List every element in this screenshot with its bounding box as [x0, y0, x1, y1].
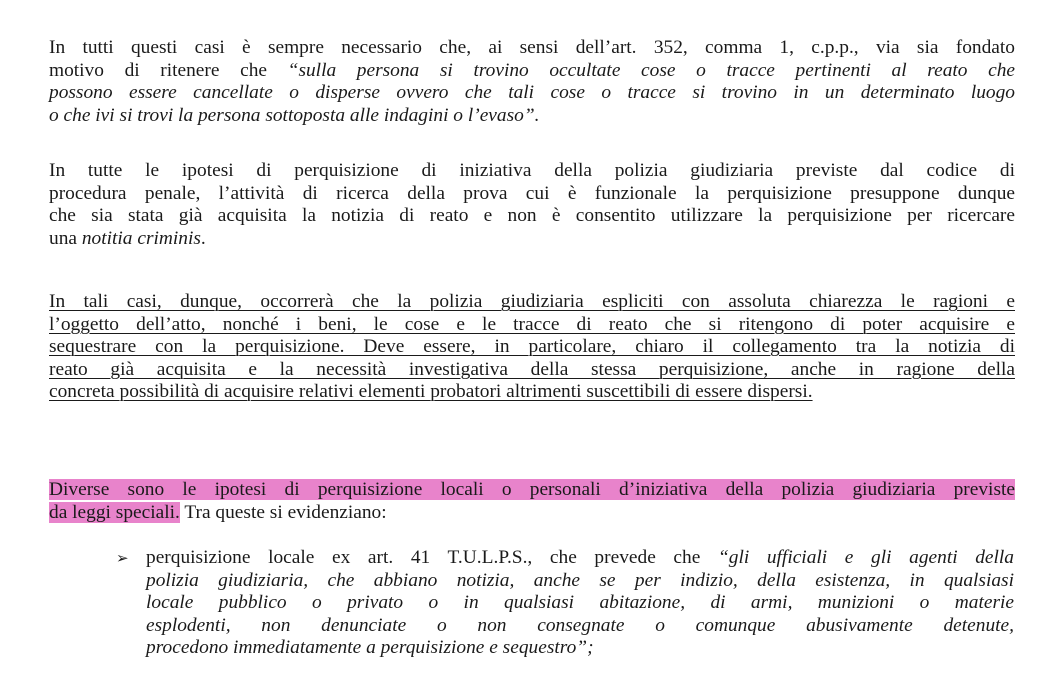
arrow-bullet-icon: ➢ [116, 549, 129, 567]
highlighted-text-2: da leggi speciali. [49, 501, 180, 523]
highlighted-text-1: Diverse sono le ipotesi di perquisizione locali o personali d’iniziativa della polizia giudiziaria previste [49, 479, 1015, 500]
underlined-paragraph-line-5 [49, 381, 1015, 404]
paragraph-1 [49, 37, 1015, 127]
paragraph-1-line-2-text: motivo di ritenere che [49, 59, 288, 81]
paragraph-1-line-4: o che ivi si trovi la persona sottoposta alle indagini o l’evaso”. [49, 104, 540, 126]
notitia-criminis-term: notitia criminis [81, 227, 201, 249]
underlined-text-1: In tali casi, dunque, occorrerà che la polizia giudiziaria espliciti con assoluta chiarezza le ragioni e [49, 291, 1015, 312]
paragraph-2-line-1: In tutte le ipotesi di perquisizione di iniziativa della polizia giudiziaria previste dal codice di [49, 160, 1015, 181]
underlined-paragraph-line-3 [49, 336, 1015, 359]
quote-art-41: “gli ufficiali e gli agenti della [717, 547, 1014, 568]
paragraph-4-line-1 [49, 479, 1015, 502]
underlined-text-3: sequestrare con la perquisizione. Deve essere, in particolare, chiaro il collegamento tra la notizia di [49, 336, 1015, 357]
bullet-line-3: locale pubblico o privato o in qualsiasi abitazione, di armi, munizioni o materie [146, 592, 1014, 613]
paragraph-2-line-2: procedura penale, l’attività di ricerca della prova cui è funzionale la perquisizione presuppone dunque [49, 182, 1015, 204]
underlined-text-2: l’oggetto dell’atto, nonché i beni, le cose e le tracce di reato che si ritengono di poter acquisire e [49, 313, 1015, 335]
bullet-line-1-text: perquisizione locale ex art. 41 T.U.L.P.S., che prevede che [146, 547, 718, 568]
paragraph-1-line-3: possono essere cancellate o disperse ovvero che tali cose o tracce si trovino in un determinato luogo [49, 82, 1015, 103]
paragraph-1-line-1: In tutti questi casi è sempre necessario che, ai sensi dell’art. 352, comma 1, c.p.p., via sia fondato [49, 37, 1015, 58]
underlined-paragraph-line-4 [49, 359, 1015, 382]
underlined-text-5: concreta possibilità di acquisire relativi elementi probatori altrimenti suscettibili di essere dispersi. [49, 381, 813, 402]
paragraph-4-line-2 [49, 502, 1015, 525]
quote-art-352: “sulla persona si trovino occultate cose o tracce pertinenti al reato che [287, 59, 1016, 81]
paragraph-4-line-2-text: Tra queste si evidenziano: [179, 501, 387, 523]
underlined-paragraph [49, 291, 1015, 404]
bullet-line-1 [146, 547, 1014, 570]
bullet-line-5: procedono immediatamente a perquisizione e sequestro”; [146, 637, 594, 658]
bullet-item-text [146, 547, 1014, 660]
bullet-line-2: polizia giudiziaria, che abbiano notizia, anche se per indizio, della esistenza, in qualsiasi [146, 569, 1014, 591]
underlined-paragraph-line-1 [49, 291, 1015, 314]
paragraph-2-line-4 [49, 228, 1015, 251]
underlined-paragraph-line-2 [49, 314, 1015, 337]
paragraph-2 [49, 160, 1015, 250]
paragraph-1-line-2 [49, 60, 1015, 83]
paragraph-2-line-4-period: . [200, 227, 206, 249]
paragraph-2-line-3: che sia stata già acquisita la notizia di reato e non è consentito utilizzare la perquisizione per ricercare [49, 205, 1015, 226]
bullet-line-4: esplodenti, non denunciate o non consegnate o comunque abusivamente detenute, [146, 614, 1014, 636]
underlined-text-4: reato già acquisita e la necessità investigativa della stessa perquisizione, anche in ragione della [49, 358, 1015, 380]
paragraph-2-line-4-text: una [49, 227, 82, 249]
paragraph-4 [49, 479, 1015, 524]
